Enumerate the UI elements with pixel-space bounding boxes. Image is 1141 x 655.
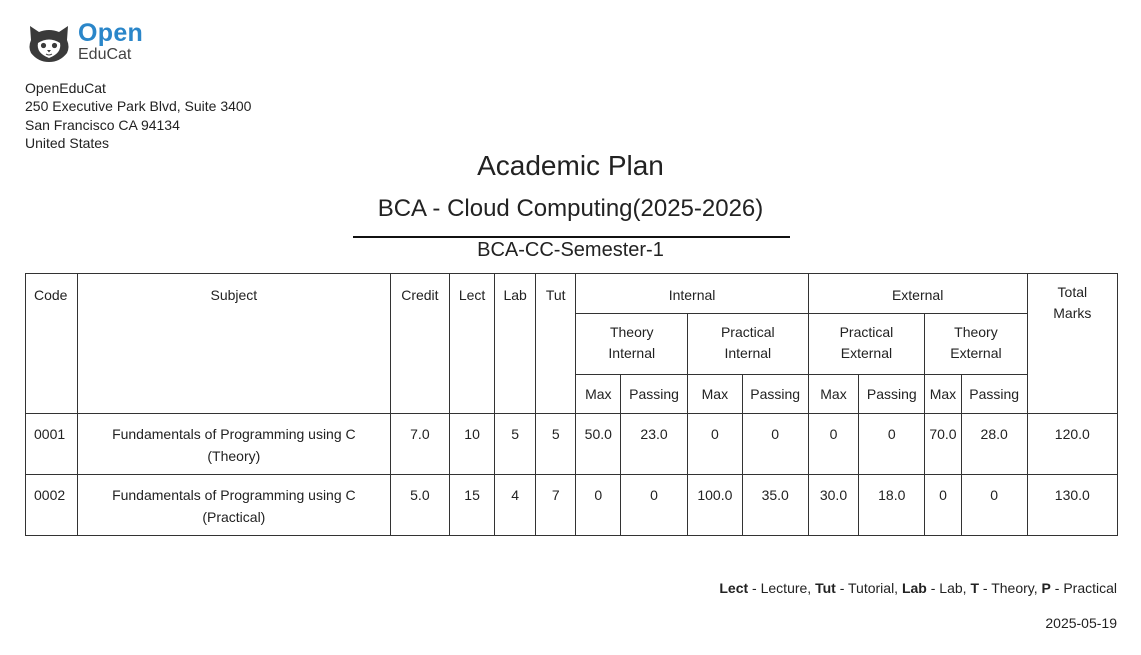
cell-subject-line1: Fundamentals of Programming using C — [112, 487, 356, 503]
logo-wordmark-open: Open — [78, 19, 144, 47]
cell-credit: 7.0 — [390, 414, 449, 475]
brand-logo — [25, 20, 143, 64]
cell-theory-internal-max: 0 — [576, 475, 621, 536]
header-practical-internal — [688, 314, 809, 375]
header-practical-external-l1: Practical — [839, 324, 894, 340]
header-passing: Passing — [621, 375, 688, 414]
cell-theory-external-passing: 28.0 — [961, 414, 1027, 475]
cell-credit: 5.0 — [390, 475, 449, 536]
legend-t-abbr: T — [970, 580, 980, 596]
cell-practical-internal-passing: 35.0 — [742, 475, 808, 536]
company-name: OpenEduCat — [25, 80, 106, 96]
cell-practical-internal-max: 100.0 — [688, 475, 743, 536]
cell-tut: 5 — [535, 414, 576, 475]
header-max: Max — [576, 375, 621, 414]
legend-lab-text: - Lab, — [926, 580, 971, 596]
cat-logo-icon — [25, 20, 73, 64]
cell-practical-external-max: 0 — [808, 414, 859, 475]
cell-theory-internal-passing: 0 — [621, 475, 688, 536]
header-credit: Credit — [390, 274, 449, 414]
header-total-line1: Total — [1057, 284, 1088, 300]
table-row — [26, 475, 1118, 536]
header-passing: Passing — [961, 375, 1027, 414]
company-street: 250 Executive Park Blvd, Suite 3400 — [25, 98, 252, 115]
header-passing: Passing — [859, 375, 925, 414]
legend-lab-abbr: Lab — [901, 580, 927, 596]
header-total-marks — [1027, 274, 1117, 414]
company-country: United States — [25, 134, 110, 151]
company-address — [25, 79, 251, 152]
header-external: External — [808, 274, 1027, 314]
cell-theory-external-max: 0 — [925, 475, 961, 536]
logo-wordmark-educat: EduCat — [78, 46, 132, 63]
legend-lect-abbr: Lect — [719, 580, 749, 596]
header-max: Max — [808, 375, 859, 414]
header-theory-internal — [576, 314, 688, 375]
company-city: San Francisco CA 94134 — [25, 116, 180, 133]
cell-total-marks: 120.0 — [1027, 414, 1117, 475]
cell-theory-internal-passing: 23.0 — [621, 414, 688, 475]
header-max: Max — [925, 375, 961, 414]
abbreviation-legend — [719, 580, 1117, 596]
legend-tut-text: - Tutorial, — [835, 580, 902, 596]
cell-lab: 5 — [495, 414, 536, 475]
cell-lab: 4 — [495, 475, 536, 536]
legend-p-text: - Practical — [1050, 580, 1117, 596]
cell-practical-internal-max: 0 — [688, 414, 743, 475]
legend-p-abbr: P — [1041, 580, 1051, 596]
report-title: Academic Plan — [477, 150, 664, 181]
cell-lect: 15 — [449, 475, 495, 536]
cell-practical-internal-passing: 0 — [742, 414, 808, 475]
cell-theory-internal-max: 50.0 — [576, 414, 621, 475]
cell-theory-external-passing: 0 — [961, 475, 1027, 536]
header-practical-internal-l2: Internal — [724, 345, 772, 361]
cell-subject-line1: Fundamentals of Programming using C — [112, 426, 356, 442]
header-practical-internal-l1: Practical — [720, 324, 775, 340]
header-lect: Lect — [449, 274, 495, 414]
legend-t-text: - Theory, — [979, 580, 1042, 596]
header-passing: Passing — [742, 375, 808, 414]
header-lab: Lab — [495, 274, 536, 414]
cell-practical-external-max: 30.0 — [808, 475, 859, 536]
header-total-line2: Marks — [1053, 305, 1092, 321]
academic-plan-table — [25, 273, 1118, 536]
header-subject: Subject — [77, 274, 390, 414]
table-row — [26, 414, 1118, 475]
report-date: 2025-05-19 — [1045, 615, 1117, 631]
cell-subject — [77, 475, 390, 536]
header-tut: Tut — [535, 274, 576, 414]
header-theory-external-l1: Theory — [954, 324, 998, 340]
header-practical-external-l2: External — [840, 345, 893, 361]
cell-subject-line2: (Practical) — [202, 508, 266, 525]
cell-theory-external-max: 70.0 — [925, 414, 961, 475]
cell-subject — [77, 414, 390, 475]
cell-practical-external-passing: 0 — [859, 414, 925, 475]
cell-total-marks: 130.0 — [1027, 475, 1117, 536]
header-theory-internal-l2: Internal — [608, 345, 656, 361]
legend-lect-text: - Lecture, — [748, 580, 816, 596]
header-theory-internal-l1: Theory — [609, 324, 654, 340]
course-name: BCA - Cloud Computing(2025-2026) — [377, 195, 764, 222]
legend-tut-abbr: Tut — [815, 580, 836, 596]
header-code: Code — [26, 274, 78, 414]
header-max: Max — [688, 375, 743, 414]
cell-code: 0001 — [26, 414, 78, 475]
cell-code: 0002 — [26, 475, 78, 536]
cell-practical-external-passing: 18.0 — [859, 475, 925, 536]
semester-name: BCA-CC-Semester-1 — [477, 239, 664, 261]
title-divider — [353, 236, 790, 238]
cell-tut: 7 — [535, 475, 576, 536]
header-theory-external-l2: External — [950, 345, 1002, 361]
cell-lect: 10 — [449, 414, 495, 475]
cell-subject-line2: (Theory) — [207, 447, 261, 464]
header-theory-external — [925, 314, 1027, 375]
header-practical-external — [808, 314, 925, 375]
header-internal: Internal — [576, 274, 808, 314]
